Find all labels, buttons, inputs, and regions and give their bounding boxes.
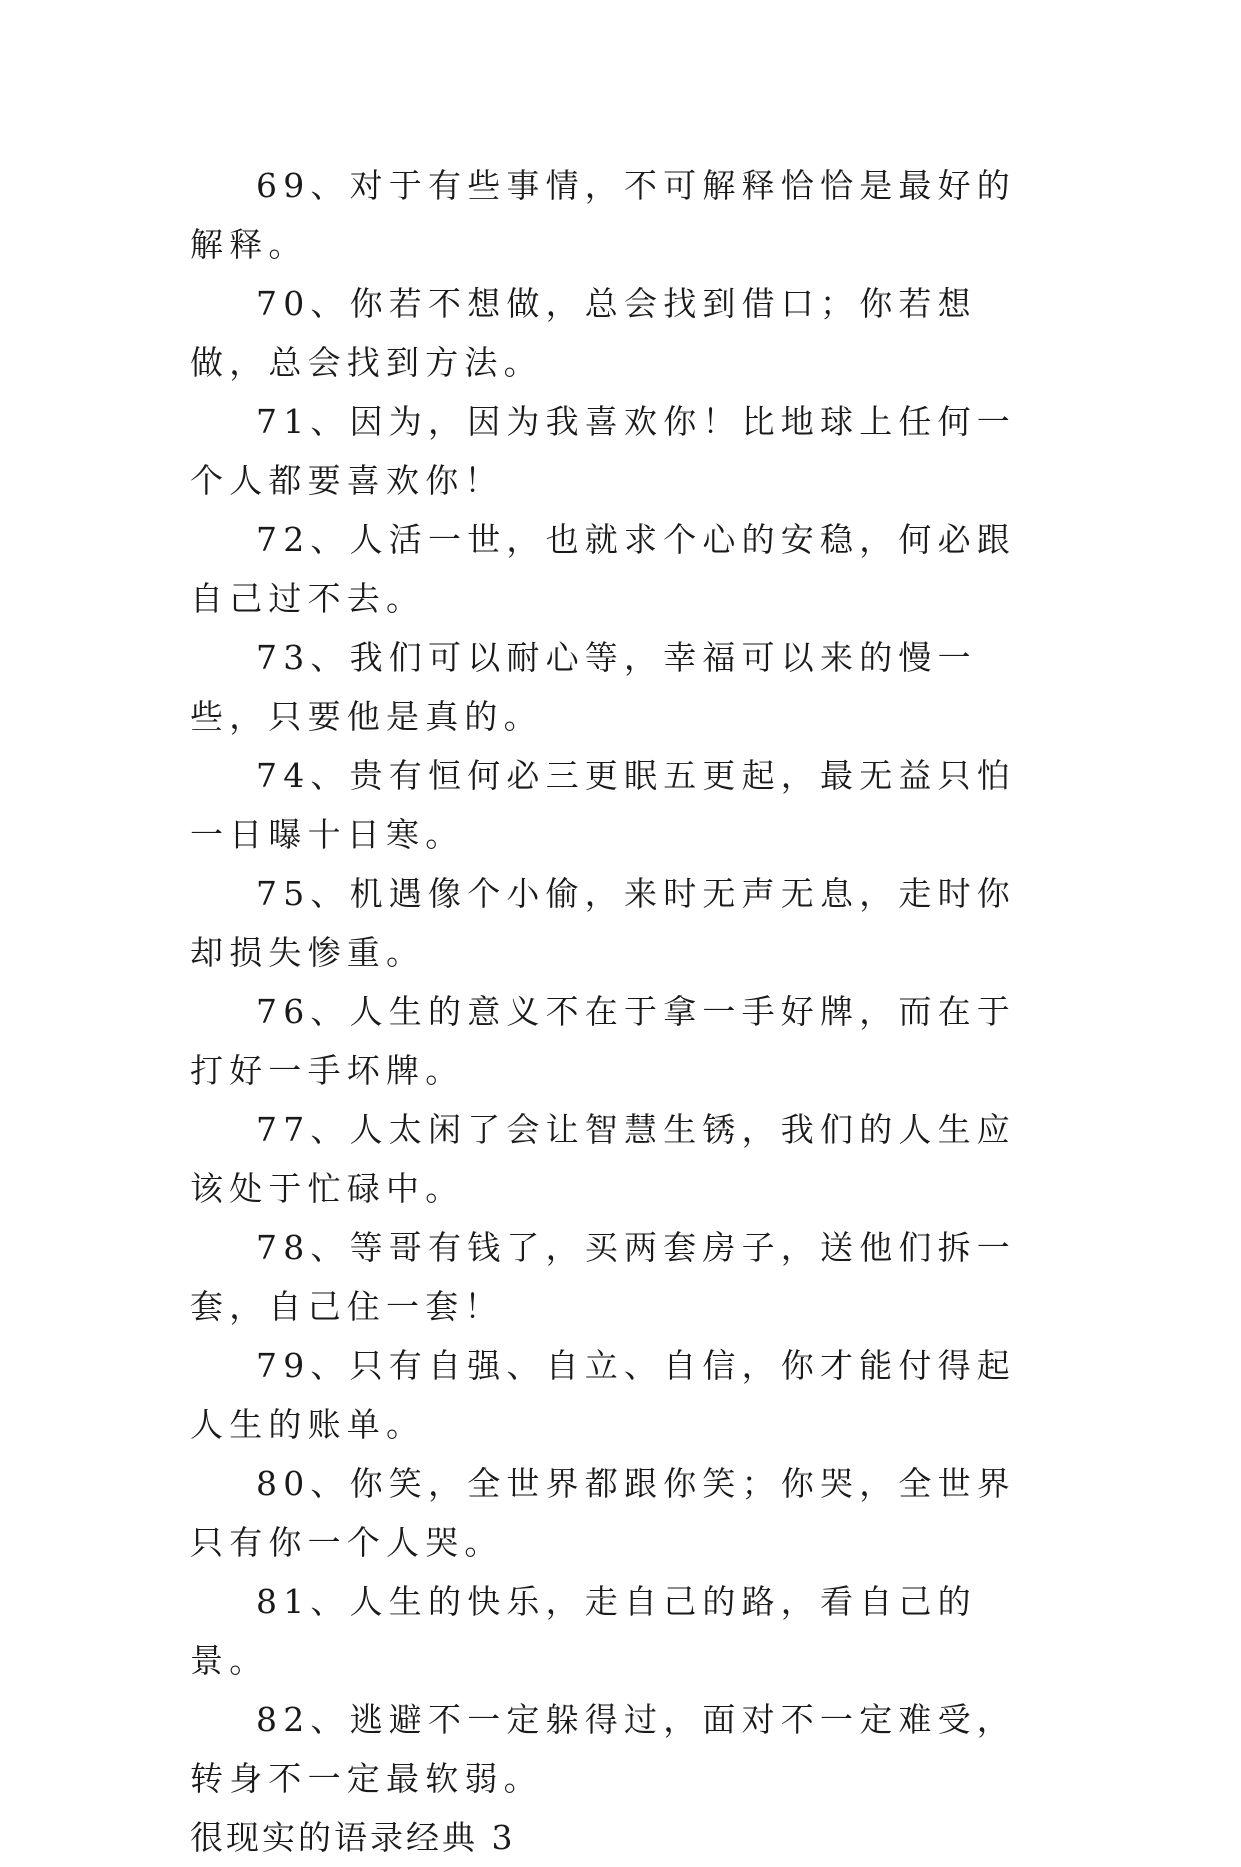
quote-paragraph-78: 78、等哥有钱了，买两套房子，送他们拆一套，自己住一套！ (190, 1228, 1016, 1326)
quote-paragraph-77: 77、人太闲了会让智慧生锈，我们的人生应该处于忙碌中。 (190, 1110, 1016, 1208)
quote-paragraph-73: 73、我们可以耐心等，幸福可以来的慢一些，只要他是真的。 (190, 638, 977, 736)
quote-paragraph-75: 75、机遇像个小偷，来时无声无息，走时你却损失惨重。 (190, 874, 1016, 972)
quote-paragraph-69: 69、对于有些事情，不可解释恰恰是最好的解释。 (190, 166, 1016, 264)
quote-paragraph-79: 79、只有自强、自立、自信，你才能付得起人生的账单。 (190, 1346, 1016, 1444)
quote-paragraph-76: 76、人生的意义不在于拿一手好牌，而在于打好一手坏牌。 (190, 992, 1016, 1090)
quote-paragraph-80: 80、你笑，全世界都跟你笑；你哭，全世界只有你一个人哭。 (190, 1464, 1016, 1562)
document-body (190, 156, 1050, 1867)
section-heading: 很现实的语录经典 3 (190, 1818, 516, 1857)
quote-paragraph-74: 74、贵有恒何必三更眠五更起，最无益只怕一日曝十日寒。 (190, 756, 1016, 854)
quote-paragraph-72: 72、人活一世，也就求个心的安稳，何必跟自己过不去。 (190, 520, 1016, 618)
quote-paragraph-70: 70、你若不想做，总会找到借口；你若想做，总会找到方法。 (190, 284, 977, 382)
quote-paragraph-82: 82、逃避不一定躲得过，面对不一定难受，转身不一定最软弱。 (190, 1700, 1016, 1798)
quote-paragraph-81: 81、人生的快乐，走自己的路，看自己的景。 (190, 1582, 977, 1680)
quote-paragraph-71: 71、因为，因为我喜欢你！比地球上任何一个人都要喜欢你！ (190, 402, 1016, 500)
